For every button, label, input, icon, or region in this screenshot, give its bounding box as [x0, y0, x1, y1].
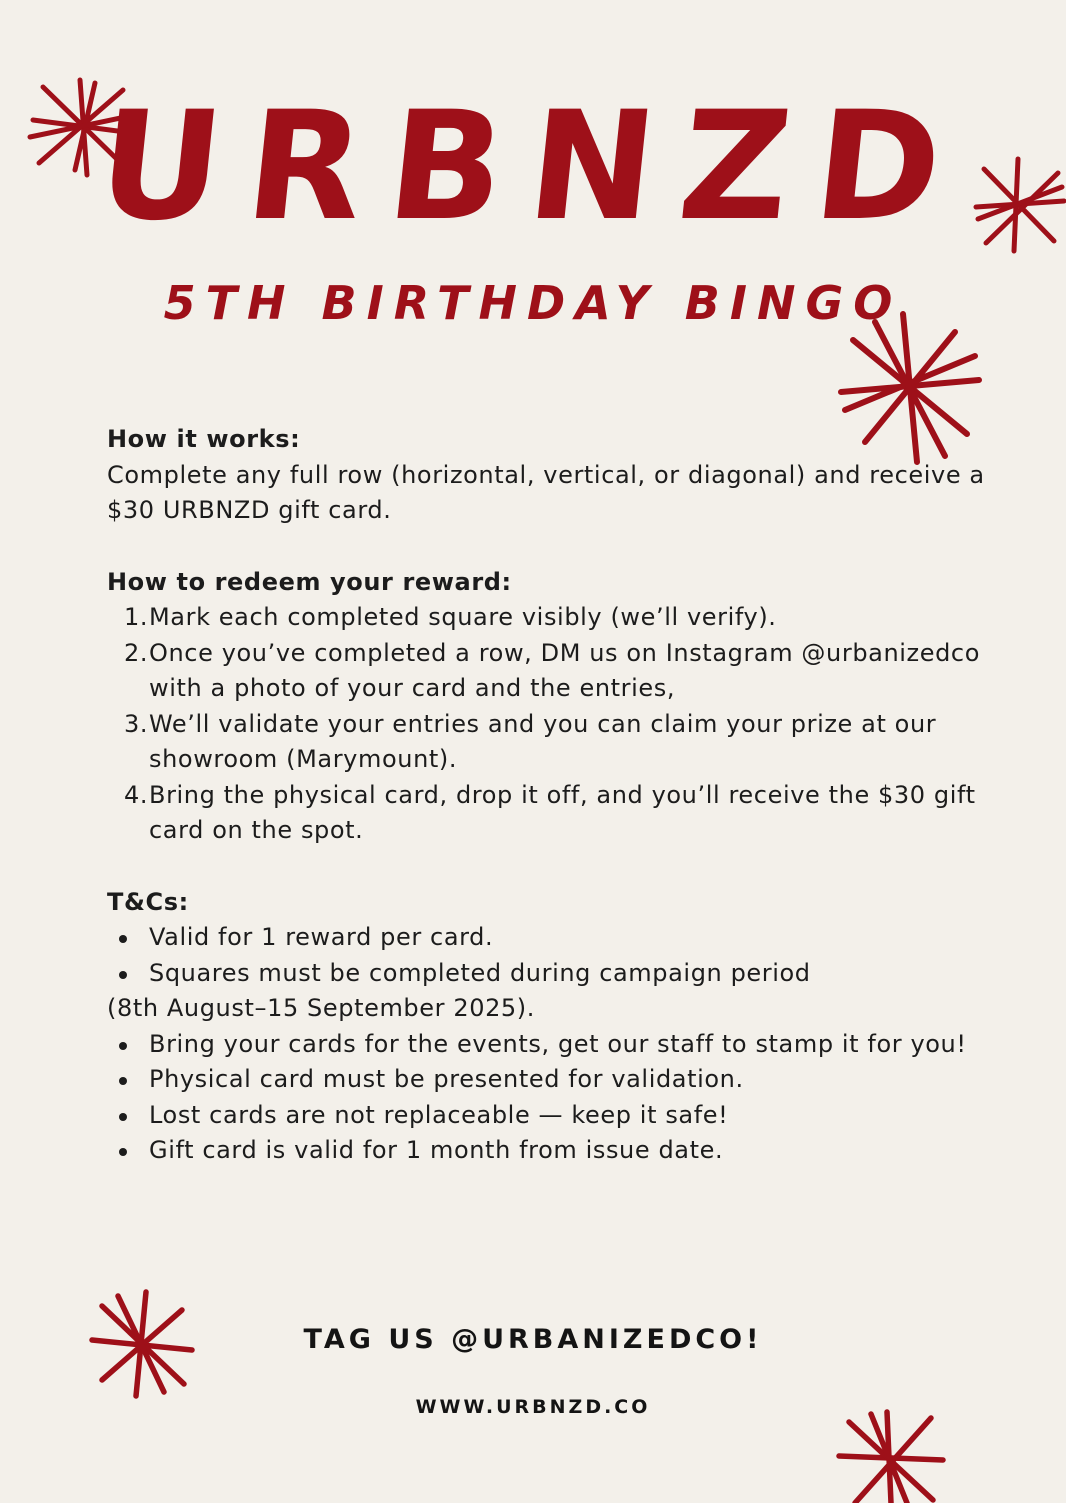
starburst-icon — [835, 1408, 947, 1503]
list-item: 2. Once you’ve completed a row, DM us on Instagram @urbanizedco with a photo of your card and the entries, — [124, 638, 981, 702]
how-it-works-body: Complete any full row (horizontal, vertical, or diagonal) and receive a $30 URBNZD gift card. — [107, 460, 985, 524]
website-link[interactable]: WWW.URBNZD.CO — [415, 1396, 651, 1418]
redeem-steps — [107, 600, 987, 849]
redeem-heading: How to redeem your reward: — [107, 567, 512, 596]
bullet-icon — [119, 935, 127, 943]
logo: URBNZD — [90, 80, 976, 254]
list-item: 1. Mark each completed square visibly (we’ll verify). — [124, 603, 777, 631]
list-item: Physical card must be presented for validation. — [107, 1062, 987, 1098]
social-tag: TAG US @URBANIZEDCO! — [303, 1324, 763, 1355]
bullet-icon — [119, 971, 127, 979]
terms-list-continued — [107, 1027, 987, 1169]
list-item: Squares must be completed during campaign period — [107, 956, 987, 992]
list-item: Valid for 1 reward per card. — [107, 920, 987, 956]
campaign-period: (8th August–15 September 2025). — [107, 994, 535, 1022]
list-item: 3. We’ll validate your entries and you can claim your prize at our showroom (Marymount). — [124, 709, 937, 773]
rules-content — [107, 422, 987, 1169]
bullet-icon — [119, 1042, 127, 1050]
how-it-works-heading: How it works: — [107, 425, 301, 453]
bullet-icon — [119, 1077, 127, 1085]
list-item: Gift card is valid for 1 month from issue date. — [107, 1133, 987, 1169]
page-title: 5TH BIRTHDAY BINGO — [163, 276, 903, 330]
bullet-icon — [119, 1148, 127, 1156]
list-item: 4. Bring the physical card, drop it off, and you’ll receive the $30 gift card on the spot. — [124, 780, 976, 844]
bullet-icon — [119, 1113, 127, 1121]
list-item: Lost cards are not replaceable — keep it safe! — [107, 1098, 987, 1134]
terms-heading: T&Cs: — [107, 887, 189, 916]
terms-list — [107, 920, 987, 991]
list-item: Bring your cards for the events, get our staff to stamp it for you! — [107, 1027, 987, 1063]
